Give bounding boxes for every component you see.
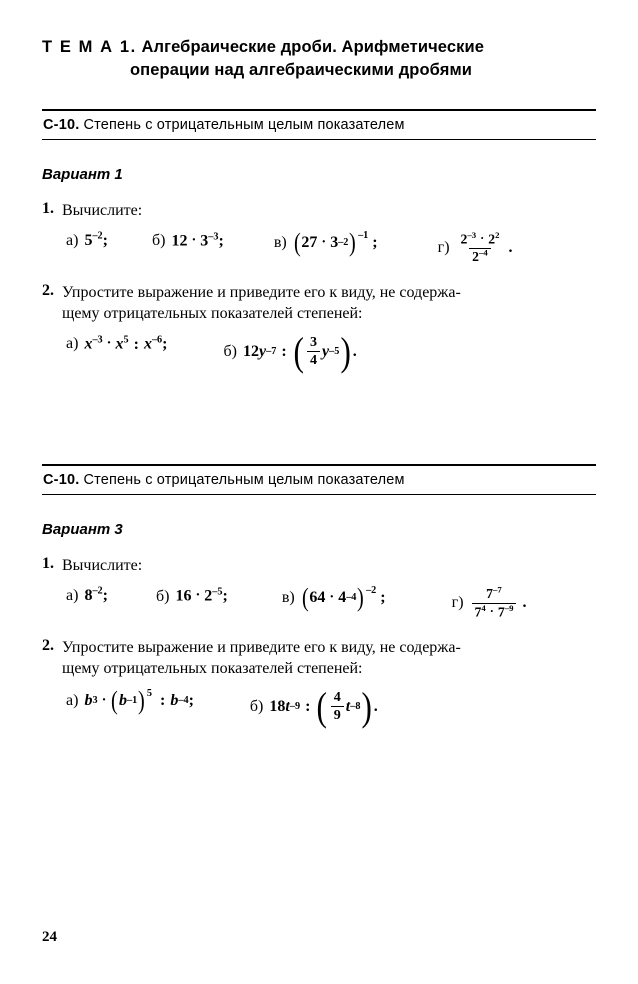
task-2-item-a xyxy=(66,335,168,354)
task-2-text-line-2: щему отрицательных показателей степеней: xyxy=(62,304,363,322)
task-2-stem xyxy=(42,637,596,680)
task-1-item-b xyxy=(156,587,228,606)
item-label-d: г) xyxy=(451,594,464,612)
task-1-item-d xyxy=(451,584,527,620)
variable: x xyxy=(84,335,93,353)
item-d-expression xyxy=(470,584,527,620)
separator: ; xyxy=(102,587,108,605)
task-1 xyxy=(42,555,596,620)
topic-text-line-1: Алгебраические дроби. Арифметические xyxy=(141,38,485,56)
base: 3 xyxy=(200,232,209,250)
item-a-expression xyxy=(84,587,108,605)
exponent: 4 xyxy=(481,602,486,613)
division-colon-icon: : xyxy=(305,697,311,715)
separator: ; xyxy=(188,691,194,709)
left-paren-icon: ( xyxy=(111,686,119,716)
item-label-a: а) xyxy=(66,232,79,250)
base: 2 xyxy=(460,231,468,247)
task-1-item-c xyxy=(273,228,378,258)
multiplication-dot-icon: · xyxy=(480,231,485,246)
task-2-text xyxy=(62,282,461,325)
item-a-expression: b 3 · ( b –1 ) $^5$ : b –4 ; xyxy=(84,686,194,716)
fraction-denominator: 4 xyxy=(307,351,320,368)
base: 3 xyxy=(330,233,339,251)
task-2-items xyxy=(42,328,596,374)
separator: . xyxy=(373,697,378,715)
multiplication-dot-icon: · xyxy=(191,232,197,249)
separator: . xyxy=(522,594,527,612)
variable: x xyxy=(115,335,124,353)
exponent: –4 xyxy=(479,247,488,258)
section-name: Степень с отрицательным целым показателем xyxy=(83,116,405,133)
coefficient: 18 xyxy=(269,697,286,715)
separator: ; xyxy=(380,588,386,606)
item-a-expression xyxy=(84,335,167,354)
exponent: –2 xyxy=(92,230,103,242)
fraction xyxy=(307,335,320,368)
variable: b xyxy=(170,691,179,709)
topic-title-line-1 xyxy=(42,36,596,59)
left-paren-icon: ( xyxy=(293,228,301,258)
variable: t xyxy=(345,697,351,715)
item-d-expression xyxy=(456,232,513,264)
task-1-item-a xyxy=(66,232,108,250)
exponent: –2 xyxy=(92,585,103,597)
exponent: –3 xyxy=(467,230,477,241)
item-label-b: б) xyxy=(223,342,237,360)
division-colon-icon: : xyxy=(133,335,139,353)
section-code: С-10. xyxy=(43,116,80,133)
separator: ; xyxy=(372,233,378,251)
fraction-numerator xyxy=(483,584,505,603)
section-variant-3 xyxy=(42,464,596,729)
multiplication-dot-icon: · xyxy=(321,234,327,251)
fraction-numerator: 3 xyxy=(309,334,318,351)
task-1-number: 1. xyxy=(42,199,54,217)
task-1-item-d xyxy=(438,232,513,264)
multiplication-dot-icon: · xyxy=(329,589,335,606)
task-1-items xyxy=(42,228,596,265)
separator: . xyxy=(352,342,357,360)
right-paren-icon: ) xyxy=(357,583,365,613)
task-2-number: 2. xyxy=(42,281,54,299)
section-variant-1 xyxy=(42,109,596,374)
multiplication-dot-icon: · xyxy=(106,335,112,352)
item-label-b: б) xyxy=(152,232,166,250)
fraction-numerator xyxy=(458,232,503,248)
base: 2 xyxy=(472,249,480,265)
separator: ; xyxy=(102,232,108,250)
item-b-expression: 12 y –7 : ( $\frac{3}{4}$ y –5 ) . xyxy=(242,328,357,374)
item-label-b: б) xyxy=(249,697,264,715)
section-rule-bottom xyxy=(42,139,596,140)
right-paren-icon: ) xyxy=(340,328,352,374)
factor-1: 27 xyxy=(301,233,318,251)
variant-label: Вариант 3 xyxy=(42,520,123,538)
task-1-item-a xyxy=(66,587,108,605)
section-name: Степень с отрицательным целым показателем xyxy=(83,471,405,488)
item-a-expression xyxy=(84,232,108,250)
item-label-b: б) xyxy=(156,587,170,605)
item-b-expression xyxy=(175,587,227,606)
section-rule-bottom xyxy=(42,494,596,495)
left-paren-icon: ( xyxy=(316,683,328,729)
exponent: 5 xyxy=(123,334,129,346)
base: 7 xyxy=(474,604,482,620)
task-2-stem xyxy=(42,282,596,325)
task-1-item-c xyxy=(281,583,386,613)
base: 5 xyxy=(84,232,93,250)
item-b-expression: 18 t –9 : ( $\frac{4}{9}$ t –8 ) . xyxy=(269,683,378,729)
factor-1: 64 xyxy=(309,588,326,606)
variable: b xyxy=(84,691,93,709)
base: 2 xyxy=(488,231,496,247)
division-colon-icon: : xyxy=(281,342,287,360)
fraction xyxy=(472,584,517,620)
item-b-expression xyxy=(171,232,223,251)
variable: y xyxy=(322,342,330,360)
factor-1: 16 xyxy=(175,587,192,605)
fraction-denominator xyxy=(469,248,491,265)
task-2-text-line-1: Упростите выражение и приведите его к виду, не содержа- xyxy=(62,283,461,301)
task-1-text: Вычислите: xyxy=(62,201,143,219)
fraction xyxy=(458,232,503,264)
outer-exponent: 5 xyxy=(146,688,153,700)
topic-text-line-2: операции над алгебраическими дробями xyxy=(130,61,473,80)
task-1 xyxy=(42,200,596,265)
separator: . xyxy=(508,239,513,257)
item-c-expression: ( 64 · 4 –4 ) $^{-2}$ ; xyxy=(301,583,386,613)
task-2-text-line-2: щему отрицательных показателей степеней: xyxy=(62,659,363,677)
section-code: С-10. xyxy=(43,471,80,488)
exponent: –6 xyxy=(151,334,163,346)
left-paren-icon: ( xyxy=(293,328,304,374)
section-header xyxy=(42,466,596,494)
task-1-text: Вычислите: xyxy=(62,556,143,574)
coefficient: 12 xyxy=(242,342,259,360)
task-1-item-b xyxy=(152,232,224,251)
item-c-expression: ( 27 · 3 –2 ) $^{-1}$ ; xyxy=(293,228,378,258)
factor-1: 12 xyxy=(171,232,188,250)
task-2-number: 2. xyxy=(42,636,54,654)
item-label-d: г) xyxy=(437,239,450,257)
task-1-stem xyxy=(42,555,596,576)
task-2-item-a xyxy=(66,686,194,716)
exponent: –3 xyxy=(92,334,103,346)
variable: b xyxy=(119,691,128,709)
task-2-text xyxy=(62,637,461,680)
task-1-items xyxy=(42,583,596,620)
topic-label: Т Е М А 1. xyxy=(42,38,137,56)
item-label-a: а) xyxy=(66,691,79,709)
left-paren-icon: ( xyxy=(301,583,309,613)
fraction-denominator: 9 xyxy=(331,706,344,723)
base: 8 xyxy=(84,587,93,605)
variant-label: Вариант 1 xyxy=(42,165,123,183)
variable: x xyxy=(143,335,152,353)
exponent: –7 xyxy=(493,584,502,595)
outer-exponent: –2 xyxy=(366,585,377,597)
task-1-stem xyxy=(42,200,596,221)
exponent: –5 xyxy=(212,586,223,598)
item-label-a: а) xyxy=(66,335,79,353)
page-number: 24 xyxy=(42,929,57,945)
page-content xyxy=(42,36,596,729)
variable: y xyxy=(258,342,267,360)
task-2-item-b xyxy=(249,683,378,729)
multiplication-dot-icon: · xyxy=(101,692,107,709)
multiplication-dot-icon: · xyxy=(195,587,201,604)
outer-exponent: –1 xyxy=(358,230,369,242)
task-1-number: 1. xyxy=(42,554,54,572)
task-2 xyxy=(42,636,596,729)
base: 7 xyxy=(497,604,505,620)
separator: ; xyxy=(222,587,228,605)
fraction-denominator xyxy=(472,603,517,620)
exponent: –3 xyxy=(208,231,219,243)
right-paren-icon: ) xyxy=(138,686,145,716)
fraction-numerator: 4 xyxy=(333,689,341,706)
base: 4 xyxy=(338,588,347,606)
item-label-c: в) xyxy=(273,233,287,251)
item-label-a: а) xyxy=(66,587,79,605)
exponent: –9 xyxy=(504,602,514,613)
separator: ; xyxy=(162,335,168,353)
task-2-item-b xyxy=(223,328,357,374)
task-2-text-line-1: Упростите выражение и приведите его к виду, не содержа- xyxy=(62,638,461,656)
base: 2 xyxy=(204,587,213,605)
topic-title xyxy=(42,36,596,83)
variable: t xyxy=(285,697,290,715)
multiplication-dot-icon: · xyxy=(489,603,494,618)
separator: ; xyxy=(218,232,224,250)
exponent: 2 xyxy=(495,230,500,241)
right-paren-icon: ) xyxy=(349,228,357,258)
fraction xyxy=(331,690,344,723)
base: 7 xyxy=(486,586,494,602)
task-2 xyxy=(42,281,596,374)
right-paren-icon: ) xyxy=(361,683,373,729)
item-label-c: в) xyxy=(281,588,295,606)
division-colon-icon: : xyxy=(160,691,166,709)
task-2-items xyxy=(42,683,596,729)
section-header xyxy=(42,111,596,139)
